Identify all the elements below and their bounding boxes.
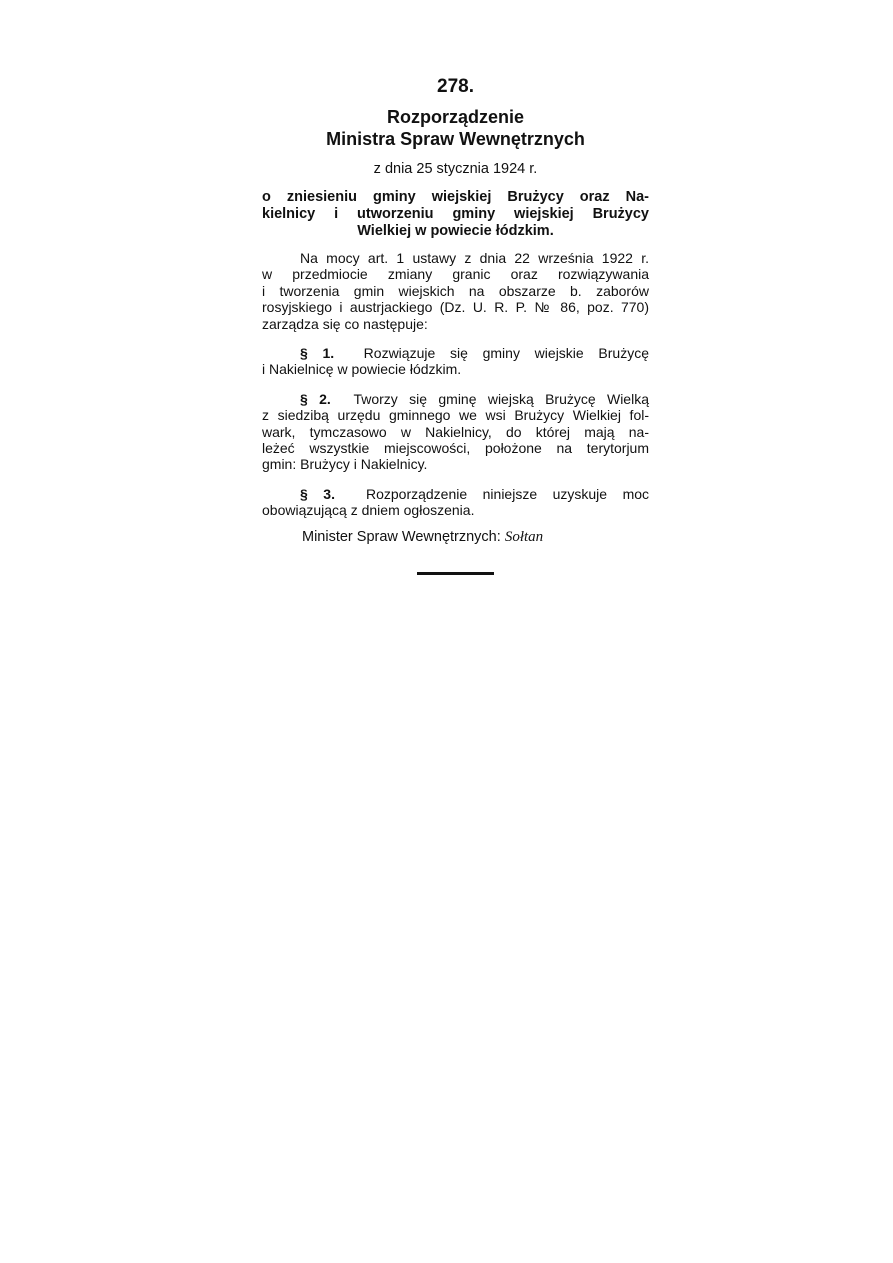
section-mark: § 2. xyxy=(300,390,331,407)
act-number: 278. xyxy=(437,76,474,97)
preamble-line: w przedmiocie zmiany granic oraz rozwiązywania xyxy=(262,266,649,283)
end-rule xyxy=(417,572,494,575)
preamble-line: rosyjskiego i austrjackiego (Dz. U. R. P. № 86, poz. 770) xyxy=(262,299,649,316)
document-page xyxy=(262,76,649,546)
section-text: z siedzibą urzędu gminnego we wsi Brużycy Wielkiej fol- xyxy=(262,407,649,424)
signature-name: Sołtan xyxy=(504,528,544,545)
section-3 xyxy=(262,486,649,519)
section-text: gmin: Brużycy i Nakielnicy. xyxy=(262,456,428,473)
section-mark: § 3. xyxy=(300,485,335,502)
section-2 xyxy=(262,391,649,473)
preamble-line: zarządza się co następuje: xyxy=(262,315,428,332)
preamble xyxy=(262,250,649,332)
document-title: Rozporządzenie xyxy=(386,107,524,127)
section-text: leżeć wszystkie miejscowości, położone na terytorjum xyxy=(262,440,649,457)
issuer-line: Ministra Spraw Wewnętrznych xyxy=(326,129,585,149)
section-text: i Nakielnicę w powiecie łódzkim. xyxy=(262,361,462,378)
section-text: obowiązującą z dniem ogłoszenia. xyxy=(262,502,475,519)
subject-line: o zniesieniu gminy wiejskiej Brużycy oraz Na- xyxy=(262,189,649,205)
document-date: z dnia 25 stycznia 1924 r. xyxy=(373,161,538,177)
subject-line: Wielkiej w powiecie łódzkim. xyxy=(357,223,554,239)
section-1 xyxy=(262,345,649,378)
section-text: wark, tymczasowo w Nakielnicy, do której mają na- xyxy=(262,423,649,440)
signature-block xyxy=(262,528,649,546)
subject-line: kielnicy i utworzeniu gminy wiejskiej Brużycy xyxy=(262,206,649,222)
signature-label: Minister Spraw Wewnętrznych: xyxy=(302,528,501,545)
document-subject xyxy=(262,189,649,240)
section-text: Tworzy się gminę wiejską Brużycę Wielką xyxy=(353,390,649,407)
section-text: Rozwiązuje się gminy wiejskie Brużycę xyxy=(363,345,650,362)
section-mark: § 1. xyxy=(300,345,335,362)
preamble-line: i tworzenia gmin wiejskich na obszarze b. zaborów xyxy=(262,282,649,299)
section-text: Rozporządzenie niniejsze uzyskuje moc xyxy=(365,485,650,502)
preamble-line: Na mocy art. 1 ustawy z dnia 22 września 1922 r. xyxy=(300,250,649,266)
